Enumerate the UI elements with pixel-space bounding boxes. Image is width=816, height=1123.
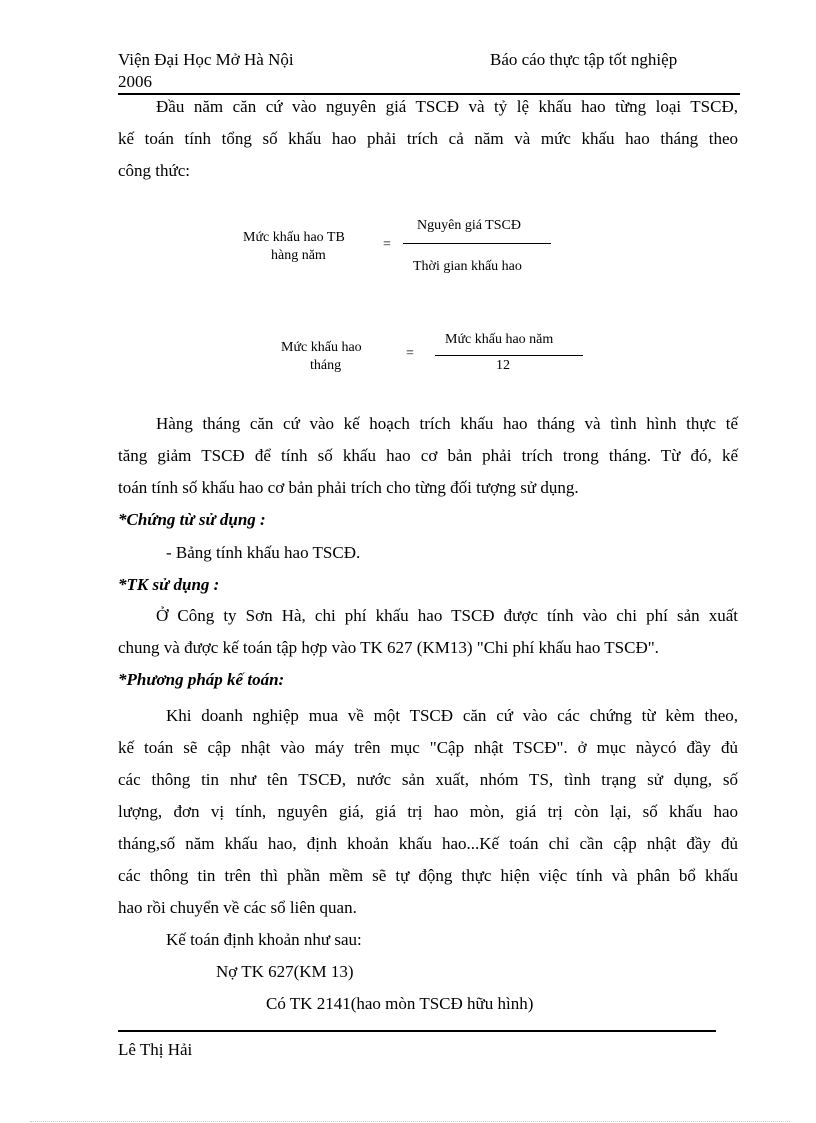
intro-line-1: Đầu năm căn cứ vào nguyên giá TSCĐ và tỷ lệ khấu hao từng loại TSCĐ,: [156, 97, 738, 116]
method-line-1: Khi doanh nghiệp mua về một TSCĐ căn cứ vào các chứng từ kèm theo,: [166, 706, 738, 725]
formula2-numerator: Mức khấu hao năm: [445, 332, 554, 347]
formula1-denominator: Thời gian khấu hao: [413, 259, 522, 274]
method-line-6: các thông tin trên thì phần mềm sẽ tự động thực hiện việc tính và phân bổ khấu: [118, 866, 738, 885]
method-paragraph: [118, 700, 738, 924]
footer-author: Lê Thị Hải: [118, 1040, 193, 1059]
formula1-numerator: Nguyên giá TSCĐ: [417, 218, 521, 233]
accounts-line-2: chung và được kế toán tập hợp vào TK 627 (KM13) "Chi phí khấu hao TSCĐ".: [118, 638, 659, 657]
method-line-4: lượng, đơn vị tính, nguyên giá, giá trị hao mòn, giá trị còn lại, số khấu hao: [118, 802, 738, 821]
intro-line-3: công thức:: [118, 161, 191, 180]
monthly-paragraph: [118, 408, 738, 504]
heading-accounts-used: *TK sử dụng :: [118, 575, 220, 594]
entry-intro: Kế toán định khoản như sau:: [166, 930, 362, 949]
heading-documents-used: *Chứng từ sử dụng :: [118, 510, 266, 529]
page-bottom-dotted-line: [30, 1121, 790, 1122]
formula1-equals: =: [383, 237, 391, 252]
heading-accounting-method: *Phương pháp kế toán:: [118, 670, 285, 689]
formula2-lhs-line2: tháng: [310, 358, 342, 373]
header-institution: Viện Đại Học Mở Hà Nội: [118, 50, 294, 69]
formula2-fraction-bar: [435, 355, 583, 356]
footer-rule: [118, 1030, 716, 1032]
formula1-lhs-line2: hàng năm: [271, 248, 326, 263]
documents-item: - Bảng tính khấu hao TSCĐ.: [166, 543, 361, 562]
header-year: 2006: [118, 72, 152, 91]
para2-line-2: tăng giảm TSCĐ để tính số khấu hao cơ bản phải trích trong tháng. Từ đó, kế: [118, 446, 738, 465]
formula1-fraction-bar: [403, 243, 551, 244]
accounts-line-1: Ở Công ty Sơn Hà, chi phí khấu hao TSCĐ được tính vào chi phí sản xuất: [156, 606, 738, 625]
entry-debit: Nợ TK 627(KM 13): [216, 962, 354, 981]
accounts-paragraph: [118, 600, 738, 664]
method-line-2: kế toán sẽ cập nhật vào máy trên mục "Cập nhật TSCĐ". ở mục nàycó đầy đủ: [118, 738, 738, 757]
formula2-lhs-line1: Mức khấu hao: [281, 340, 362, 355]
formula1-lhs-line1: Mức khấu hao TB: [243, 230, 345, 245]
para2-line-1: Hàng tháng căn cứ vào kế hoạch trích khấu hao tháng và tình hình thực tế: [156, 414, 738, 433]
intro-paragraph: [118, 91, 738, 187]
formula2-equals: =: [406, 346, 414, 361]
method-line-7: hao rồi chuyển về các sổ liên quan.: [118, 898, 357, 917]
intro-line-2: kế toán tính tổng số khấu hao phải trích cả năm và mức khấu hao tháng theo: [118, 129, 738, 148]
method-line-3: các thông tin như tên TSCĐ, nước sản xuất, nhóm TS, tình trạng sử dụng, số: [118, 770, 738, 789]
para2-line-3: toán tính số khấu hao cơ bản phải trích cho từng đối tượng sử dụng.: [118, 478, 579, 497]
formula2-denominator: 12: [496, 358, 510, 373]
method-line-5: tháng,số năm khấu hao, định khoản khấu hao...Kế toán chỉ cần cập nhật đầy đủ: [118, 834, 738, 853]
header-report-title: Báo cáo thực tập tốt nghiệp: [490, 50, 678, 69]
entry-credit: Có TK 2141(hao mòn TSCĐ hữu hình): [266, 994, 534, 1013]
